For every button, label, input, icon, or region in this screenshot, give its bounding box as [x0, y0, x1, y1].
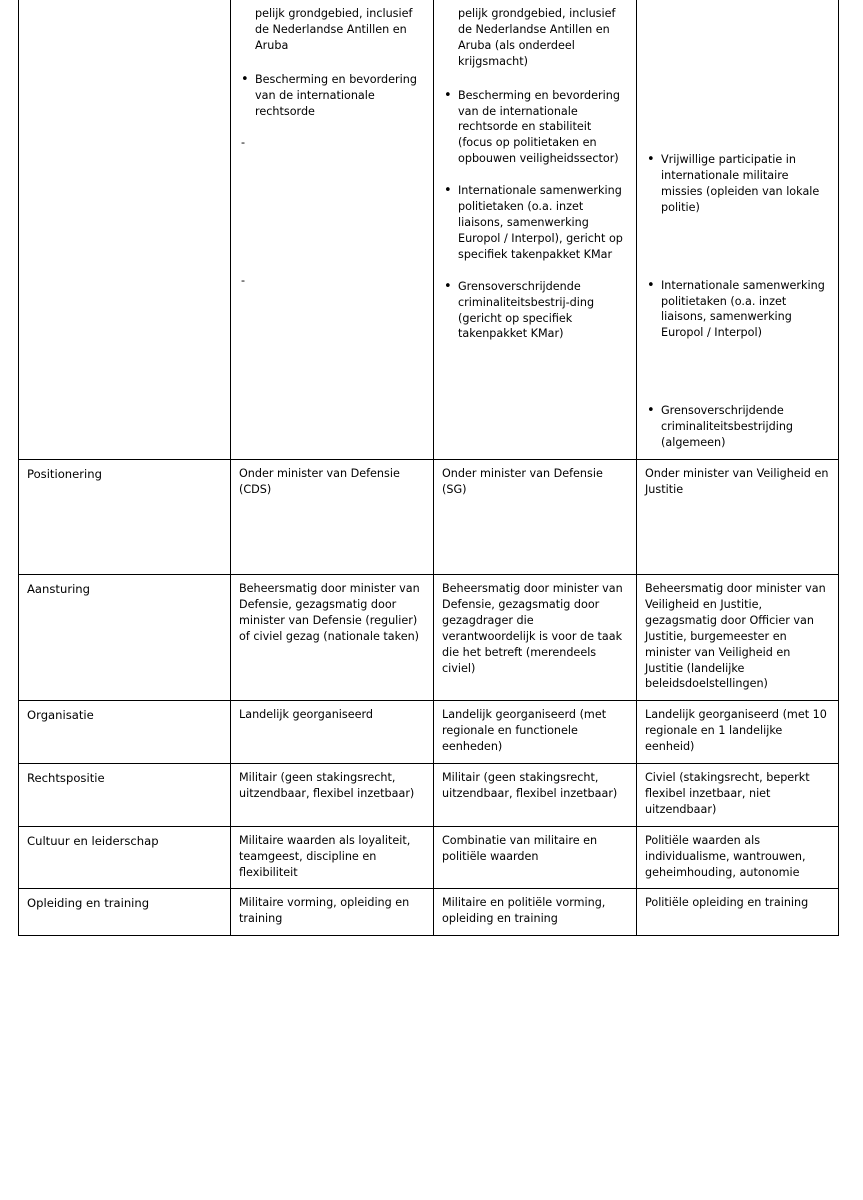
cell-col2: Beheersmatig door minister van Defensie, gezagsmatig door gezagdrager die verantwoordelijk is voor de taak die het betreft (merendeels civiel) — [434, 574, 637, 700]
cell-col3: Politiële opleiding en training — [637, 889, 839, 936]
list-item: • Grensoverschrijdende criminaliteitsbestrij-ding (gericht op specifiek takenpakket KMar) — [442, 279, 628, 343]
continuation-text-col1: pelijk grondgebied, inclusief de Nederlandse Antillen en Aruba — [255, 7, 413, 52]
cell-criterion — [19, 826, 231, 889]
bullet-list-col1 — [239, 72, 425, 384]
cell-col3: Politiële waarden als individualisme, wantrouwen, geheimhouding, autonomie — [637, 826, 839, 889]
cell-col2: Militaire en politiële vorming, opleiding en training — [434, 889, 637, 936]
table-row — [19, 764, 839, 827]
cell-col3: Onder minister van Veiligheid en Justitie — [637, 459, 839, 574]
cell-col2: Onder minister van Defensie (SG) — [434, 459, 637, 574]
list-item: • Bescherming en bevordering van de internationale rechtsorde en stabiliteit (focus op politietaken en opbouwen veiligheidssector) — [442, 88, 628, 168]
comparison-table — [18, 0, 839, 936]
cell-col3-continuation — [637, 0, 839, 459]
cell-col1: Militaire vorming, opleiding en training — [231, 889, 434, 936]
row-label: Cultuur en leiderschap — [27, 833, 159, 848]
cell-criterion — [19, 764, 231, 827]
table-row — [19, 826, 839, 889]
row-label: Organisatie — [27, 708, 94, 723]
table-row — [19, 574, 839, 700]
list-item — [239, 273, 425, 383]
cell-col2-continuation — [434, 0, 637, 459]
cell-col1: Militaire waarden als loyaliteit, teamgeest, discipline en flexibiliteit — [231, 826, 434, 889]
list-item: • Internationale samenwerking politietaken (o.a. inzet liaisons, samenwerking Europol / Interpol) — [645, 278, 830, 342]
row-label: Rechtspositie — [27, 771, 105, 786]
bullet-list-col2 — [442, 88, 628, 343]
cell-col1: Militair (geen stakingsrecht, uitzendbaar, flexibel inzetbaar) — [231, 764, 434, 827]
row-label: Aansturing — [27, 581, 91, 596]
table-row — [19, 889, 839, 936]
cell-col1: Onder minister van Defensie (CDS) — [231, 459, 434, 574]
cell-col3: Civiel (stakingsrecht, beperkt flexibel inzetbaar, niet uitzendbaar) — [637, 764, 839, 827]
cell-criterion-continuation — [19, 0, 231, 459]
table-row — [19, 701, 839, 764]
cell-criterion — [19, 574, 231, 700]
cell-col1-continuation — [231, 0, 434, 459]
cell-col1: Landelijk georganiseerd — [231, 701, 434, 764]
row-label: Opleiding en training — [27, 896, 150, 911]
list-item: • Bescherming en bevordering van de internationale rechtsorde — [239, 72, 425, 120]
cell-col3: Beheersmatig door minister van Veiligheid en Justitie, gezagsmatig door Officier van Justitie, burgemeester en minister van Veiligheid en Justitie (landelijke beleidsdoelstellingen) — [637, 574, 839, 700]
list-item: • Internationale samenwerking politietaken (o.a. inzet liaisons, samenwerking Europol / Interpol), gericht op specifiek takenpakket KMar — [442, 183, 628, 263]
cell-col2: Landelijk georganiseerd (met regionale en functionele eenheden) — [434, 701, 637, 764]
bullet-list-col3 — [645, 152, 830, 451]
cell-col1: Beheersmatig door minister van Defensie, gezagsmatig door minister van Defensie (regulier) of civiel gezag (nationale taken) — [231, 574, 434, 700]
list-item: • Grensoverschrijdende criminaliteitsbestrijding (algemeen) — [645, 403, 830, 451]
cell-col3: Landelijk georganiseerd (met 10 regionale en 1 landelijke eenheid) — [637, 701, 839, 764]
continuation-text-col2: pelijk grondgebied, inclusief de Nederlandse Antillen en Aruba (als onderdeel krijgsmacht) — [458, 7, 616, 68]
table-row-continuation — [19, 0, 839, 459]
cell-criterion — [19, 459, 231, 574]
cell-col2: Combinatie van militaire en politiële waarden — [434, 826, 637, 889]
cell-criterion — [19, 889, 231, 936]
table-row — [19, 459, 839, 574]
list-item: • Vrijwillige participatie in internationale militaire missies (opleiden van lokale politie) — [645, 152, 830, 216]
cell-col2: Militair (geen stakingsrecht, uitzendbaar, flexibel inzetbaar) — [434, 764, 637, 827]
cell-criterion — [19, 701, 231, 764]
list-item — [239, 135, 425, 257]
table-body — [19, 0, 839, 936]
row-label: Positionering — [27, 466, 102, 481]
